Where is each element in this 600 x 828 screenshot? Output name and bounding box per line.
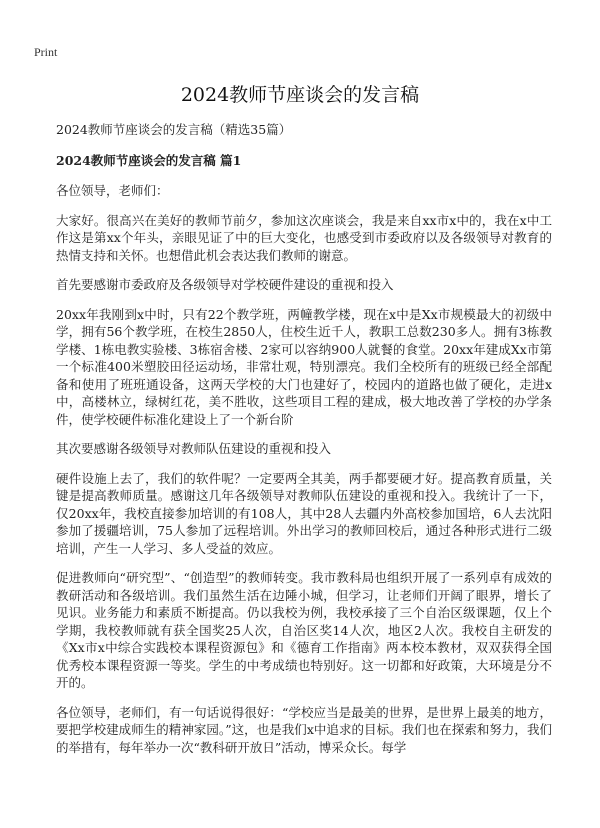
document-body — [56, 121, 552, 768]
paragraph-research: 促进教师向“研究型”、“创造型”的教师转变。我市教科局也组织开展了一系列卓有成效的教研活动和各级培训。我们虽然生活在边陲小城，但学习，让老师们开阔了眼界，增长了见识。业务能力和素质不断提高。仍以我校为例，我校承接了三个自治区级课题，仅上个学期，我校教师就有获全国奖25人次，自治区奖14人次，地区2人次。我校自主研发的《Xx市x中综合实践校本课程资源包》和《德育工作指南》两本校本教材，双双获得全国优秀校本课程资源一等奖。学生的中考成绩也特别好。这一切都和好政策，大环境是分不开的。 — [56, 570, 552, 690]
paragraph-point-two: 其次要感谢各级领导对教师队伍建设的重视和投入 — [56, 441, 332, 456]
paragraph-intro: 大家好。很高兴在美好的教师节前夕，参加这次座谈会，我是来自xx市x中的，我在x中工作这是第xx个年头，亲眼见证了中的巨大变化，也感受到市委政府以及各级领导对教育的热情支持和关怀。也想借此机会表达我们教师的谢意。 — [56, 212, 552, 263]
document-title: 2024教师节座谈会的发言稿 — [180, 84, 420, 106]
print-link[interactable]: Print — [34, 45, 58, 59]
document-subtitle: 2024教师节座谈会的发言稿（精选35篇） — [56, 122, 292, 137]
paragraph-point-one: 首先要感谢市委政府及各级领导对学校硬件建设的重视和投入 — [56, 277, 394, 292]
section-heading: 2024教师节座谈会的发言稿 篇1 — [56, 153, 242, 168]
paragraph-training: 硬件设施上去了，我们的软件呢？一定要两全其美，两手都要硬才好。提高教育质量，关键是提高教师质量。感谢这几年各级领导对教师队伍建设的重视和投入。我统计了一下，仅20xx年，我校直接参加培训的有108人，其中28人去疆内外高校参加国培，6人去沈阳参加了援疆培训，75人参加了远程培训。外出学习的教师回校后，通过各种形式进行二级培训，产生一人学习、多人受益的效应。 — [56, 470, 552, 556]
paragraph-facilities: 20xx年我刚到x中时，只有22个教学班，两幢教学楼，现在x中是Xx市规模最大的初级中学，拥有56个教学班，在校生2850人，住校生近千人，教职工总数230多人。拥有3栋教学楼、1栋电教实验楼、3栋宿舍楼、2家可以容纳900人就餐的食堂。20xx年建成Xx市第一个标准400米塑胶田径运动场，非常壮观，特别漂亮。我们全校所有的班级已经全部配备和使用了班班通设备，这两天学校的大门也建好了，校园内的道路也做了硬化，走进x中，高楼林立，绿树红花，美不胜收，这些项目工程的建成，极大地改善了学校的办学条件，使学校硬件标准化建设上了一个新台阶 — [56, 306, 552, 427]
paragraph-closing: 各位领导，老师们，有一句话说得很好：“学校应当是最美的世界，是世界上最美的地方，要把学校建成师生的精神家园。”这，也是我们x中追求的目标。我们也在探索和努力，我们的举措有，每年举办一次“教科研开放日”活动，博采众长。每学 — [56, 704, 552, 755]
paragraph-greeting: 各位领导，老师们： — [56, 183, 169, 198]
